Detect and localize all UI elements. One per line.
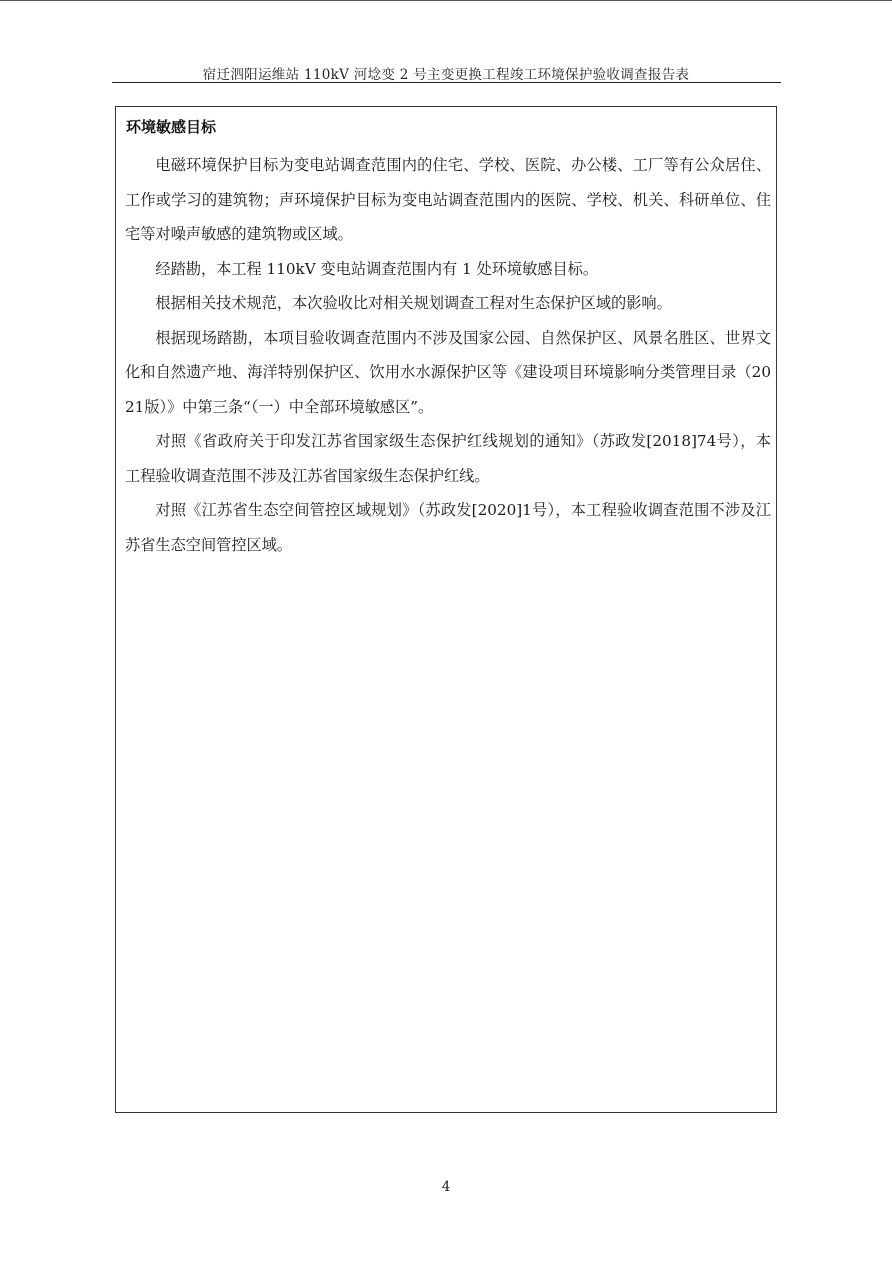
section-body bbox=[125, 148, 771, 562]
report-header-title: 宿迁泗阳运维站 110kV 河埝变 2 号主变更换工程竣工环境保护验收调查报告表 bbox=[202, 67, 690, 83]
header-rule bbox=[112, 82, 781, 83]
page-number: 4 bbox=[441, 1179, 451, 1195]
paragraph-ecological-space: 对照《江苏省生态空间管控区域规划》（苏政发[2020]1号），本工程验收调查范围不涉及江苏省生态空间管控区域。 bbox=[125, 501, 771, 554]
content-table-cell bbox=[115, 106, 777, 1113]
paragraph-technical-spec: 根据相关技术规范，本次验收比对相关规划调查工程对生态保护区域的影响。 bbox=[155, 294, 672, 312]
paragraph-electromagnetic-targets: 电磁环境保护目标为变电站调查范围内的住宅、学校、医院、办公楼、工厂等有公众居住、工作或学习的建筑物；声环境保护目标为变电站调查范围内的医院、学校、机关、科研单位、住宅等对噪声敏感的建筑物或区域。 bbox=[125, 156, 771, 243]
page-top-border bbox=[0, 0, 892, 1]
paragraph-sensitive-areas: 根据现场踏勘，本项目验收调查范围内不涉及国家公园、自然保护区、风景名胜区、世界文化和自然遗产地、海洋特别保护区、饮用水水源保护区等《建设项目环境影响分类管理目录（2021版）》中第三条“（一）中全部环境敏感区”。 bbox=[125, 328, 771, 416]
section-heading: 环境敏感目标 bbox=[126, 118, 217, 136]
paragraph-site-survey: 经踏勘，本工程 110kV 变电站调查范围内有 1 处环境敏感目标。 bbox=[155, 259, 599, 278]
paragraph-ecological-redline: 对照《省政府关于印发江苏省国家级生态保护红线规划的通知》（苏政发[2018]74号），本工程验收调查范围不涉及江苏省国家级生态保护红线。 bbox=[125, 432, 771, 485]
